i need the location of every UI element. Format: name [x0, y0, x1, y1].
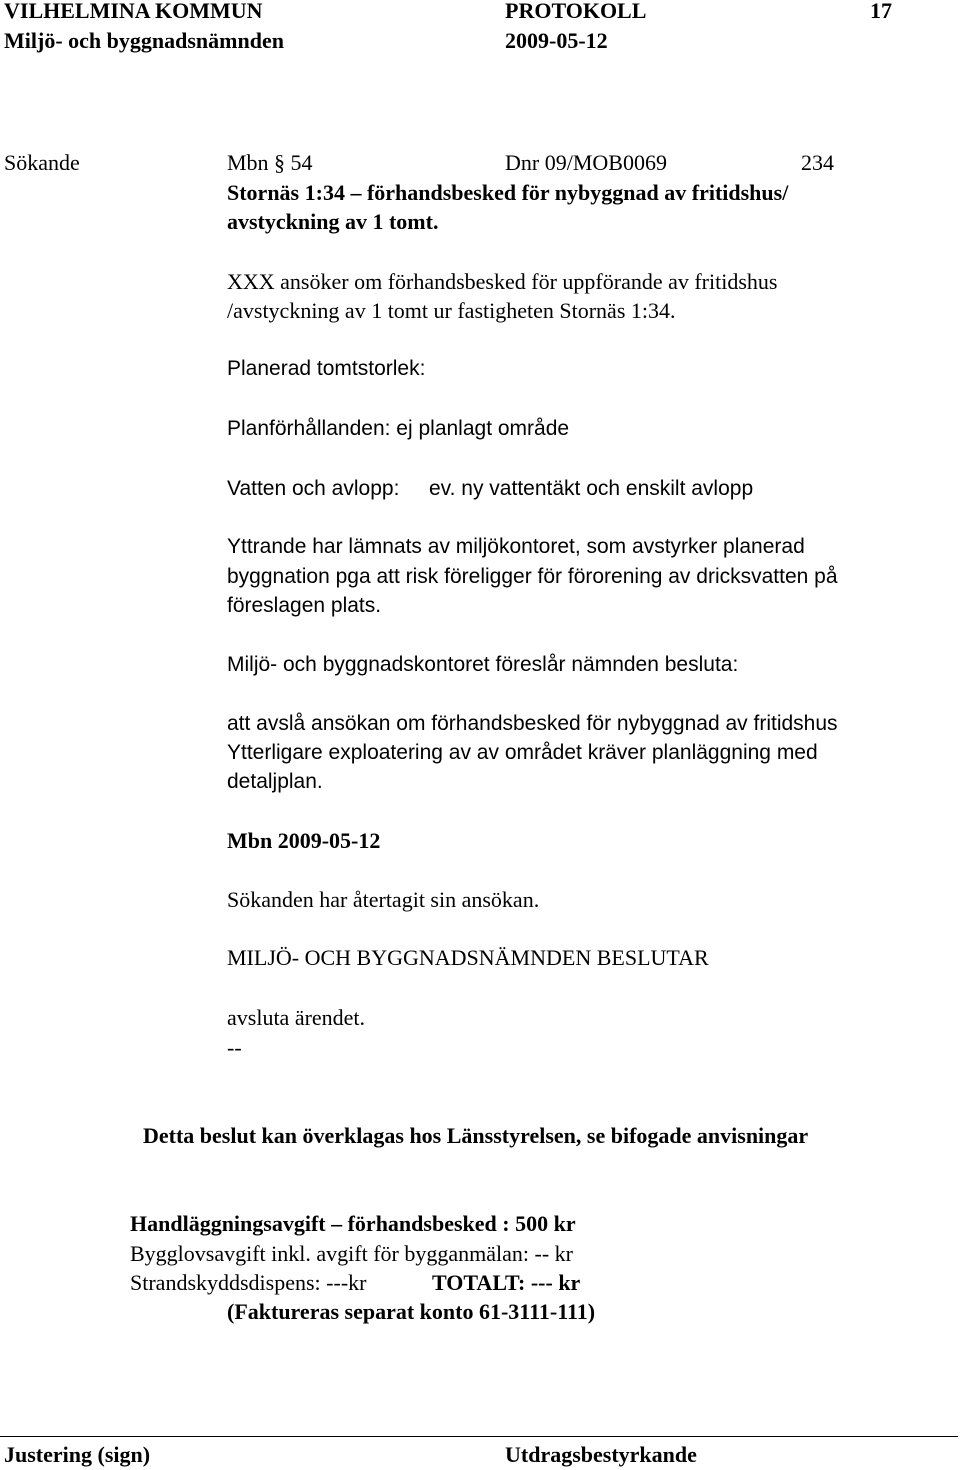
- water-sewage-value: ev. ny vattentäkt och enskilt avlopp: [429, 477, 754, 500]
- paragraph-number: Mbn § 54: [227, 150, 313, 175]
- case-title-line-2: avstyckning av 1 tomt.: [227, 209, 439, 234]
- footer-divider: [0, 1436, 958, 1437]
- statement-line-3: föreslagen plats.: [227, 594, 382, 617]
- intro-line-2: /avstyckning av 1 tomt ur fastigheten Stornäs 1:34.: [227, 298, 676, 323]
- municipality-name: VILHELMINA KOMMUN: [4, 0, 263, 23]
- case-title-line-1: Stornäs 1:34 – förhandsbesked för nybyggnad av fritidshus/: [227, 180, 789, 205]
- proposal-line-1: att avslå ansökan om förhandsbesked för nybyggnad av fritidshus: [227, 712, 838, 735]
- application-withdrawn: Sökanden har återtagit sin ansökan.: [227, 887, 540, 912]
- decision-heading: MILJÖ- OCH BYGGNADSNÄMNDEN BESLUTAR: [227, 945, 709, 970]
- invoice-account: (Faktureras separat konto 61-3111-111): [227, 1299, 596, 1324]
- committee-name: Miljö- och byggnadsnämnden: [4, 28, 284, 53]
- page-number: 17: [870, 0, 892, 23]
- document-type: PROTOKOLL: [505, 0, 647, 23]
- handling-fee: Handläggningsavgift – förhandsbesked : 500 kr: [130, 1211, 576, 1236]
- proposal-intro: Miljö- och byggnadskontoret föreslår nämnden besluta:: [227, 653, 739, 676]
- certification-label: Utdragsbestyrkande: [505, 1442, 697, 1467]
- planned-plot-size: Planerad tomtstorlek:: [227, 357, 426, 380]
- signature-label: Justering (sign): [4, 1442, 151, 1467]
- plan-conditions: Planförhållanden: ej planlagt område: [227, 417, 570, 440]
- fee-total: TOTALT: --- kr: [432, 1270, 581, 1295]
- proposal-line-3: detaljplan.: [227, 770, 323, 793]
- protocol-date: 2009-05-12: [505, 28, 608, 53]
- case-number: Dnr 09/MOB0069: [505, 150, 667, 175]
- water-sewage-label: Vatten och avlopp:: [227, 477, 400, 500]
- case-code: 234: [801, 150, 834, 175]
- intro-line-1: XXX ansöker om förhandsbesked för uppförande av fritidshus: [227, 269, 778, 294]
- decision-end-marker: --: [227, 1035, 242, 1060]
- appeal-notice: Detta beslut kan överklagas hos Länsstyrelsen, se bifogade anvisningar: [143, 1123, 809, 1148]
- shore-protection-fee: Strandskyddsdispens: ---kr: [130, 1270, 367, 1295]
- decision-text: avsluta ärendet.: [227, 1005, 366, 1030]
- building-permit-fee: Bygglovsavgift inkl. avgift för bygganmälan: -- kr: [130, 1241, 573, 1266]
- proposal-line-2: Ytterligare exploatering av av området kräver planläggning med: [227, 741, 818, 764]
- statement-line-2: byggnation pga att risk föreligger för förorening av dricksvatten på: [227, 565, 838, 588]
- meeting-heading: Mbn 2009-05-12: [227, 828, 381, 853]
- applicant-label: Sökande: [4, 150, 80, 175]
- statement-line-1: Yttrande har lämnats av miljökontoret, som avstyrker planerad: [227, 535, 805, 558]
